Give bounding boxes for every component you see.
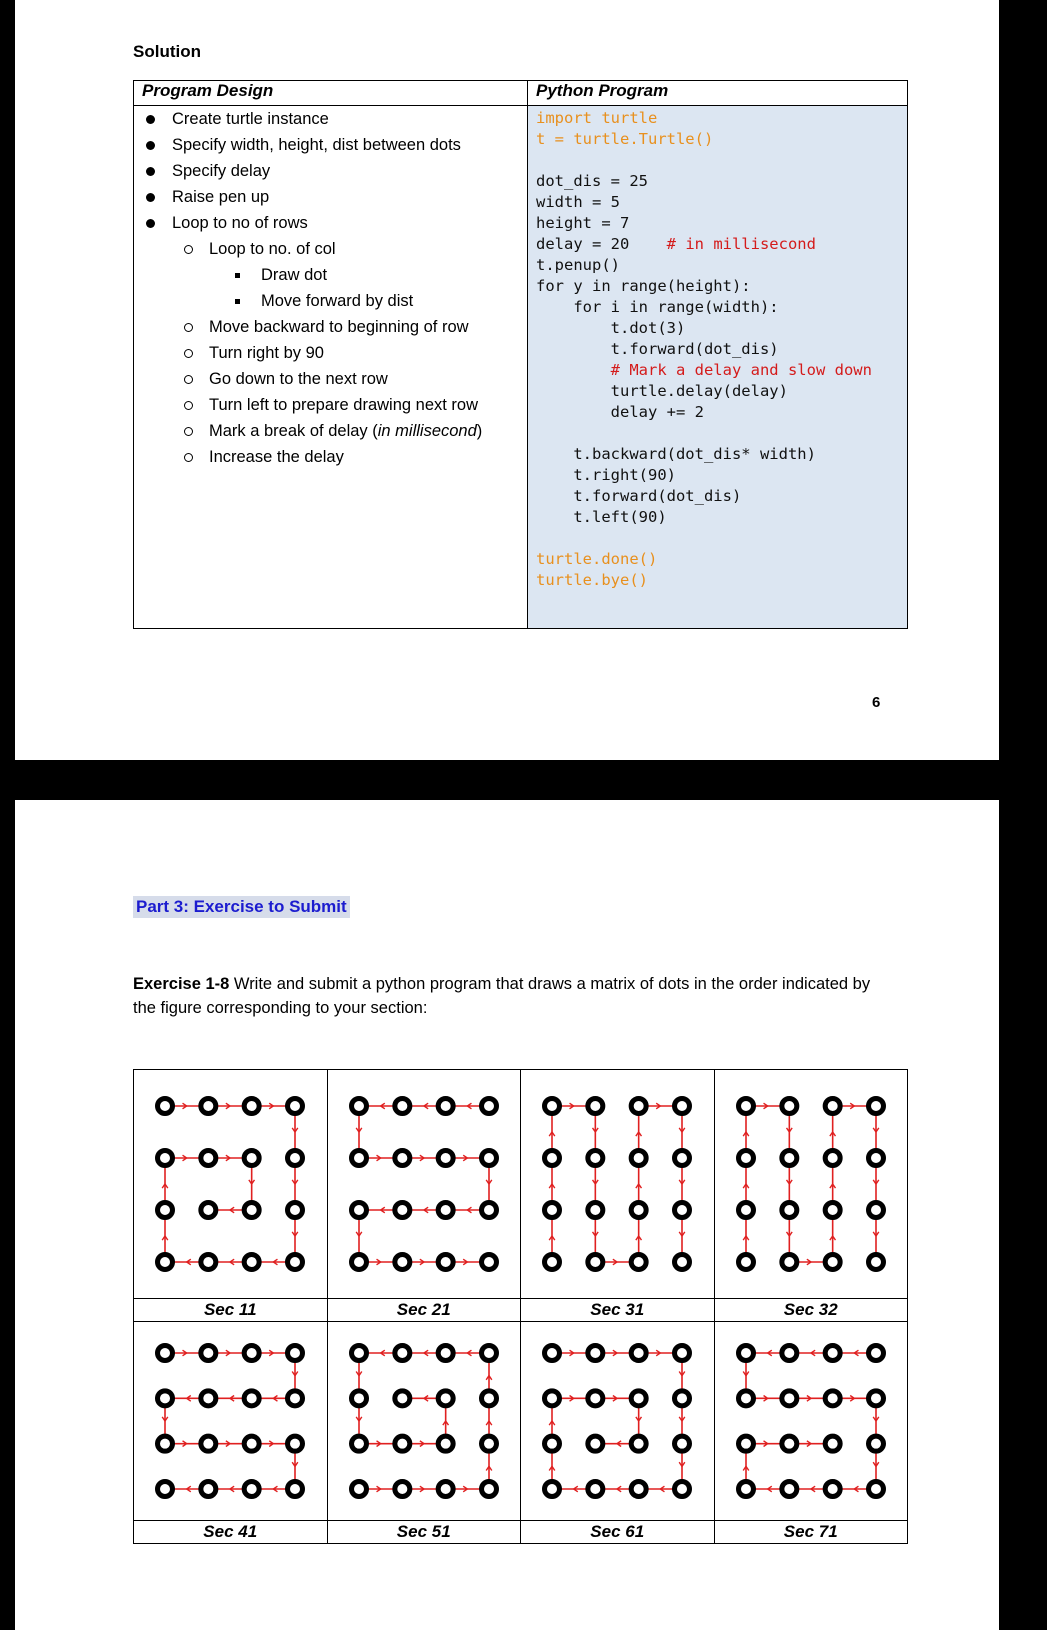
code-text: t.dot(3) (536, 319, 686, 337)
code-line (536, 297, 907, 318)
design-step (134, 236, 527, 262)
dot (158, 1203, 173, 1218)
code-line (536, 486, 907, 507)
dot (201, 1255, 216, 1270)
dot (782, 1346, 797, 1361)
figure-sec-61 (521, 1322, 715, 1521)
dot (825, 1151, 840, 1166)
code-line (536, 549, 907, 570)
code-line (536, 339, 907, 360)
figure-sec-31 (521, 1070, 715, 1299)
design-cell (134, 106, 528, 629)
design-step (134, 132, 527, 158)
dot (158, 1099, 173, 1114)
dot (438, 1255, 453, 1270)
dot (675, 1346, 690, 1361)
code-text: for i in range(width): (536, 298, 779, 316)
dot (631, 1255, 646, 1270)
code-line (536, 108, 907, 129)
dot (588, 1436, 603, 1451)
design-step (134, 392, 527, 418)
dot (438, 1203, 453, 1218)
dot (545, 1482, 560, 1497)
code-line (536, 276, 907, 297)
dot (438, 1391, 453, 1406)
design-step-text: Move backward to beginning of row (209, 318, 469, 336)
dot (158, 1151, 173, 1166)
dot (351, 1203, 366, 1218)
dot (244, 1203, 259, 1218)
code-line (536, 213, 907, 234)
design-step-text: Specify width, height, dist between dots (172, 136, 461, 154)
dot (782, 1436, 797, 1451)
dot (738, 1391, 753, 1406)
dot (545, 1203, 560, 1218)
dot (395, 1436, 410, 1451)
code-line (536, 234, 907, 255)
figure-sec-51 (327, 1322, 521, 1521)
dot (738, 1151, 753, 1166)
dot (588, 1255, 603, 1270)
dot (675, 1391, 690, 1406)
dot (631, 1151, 646, 1166)
dot (351, 1436, 366, 1451)
dot (782, 1255, 797, 1270)
dot (481, 1391, 496, 1406)
bullet-icon (184, 375, 193, 384)
bullet-icon (184, 349, 193, 358)
dot (395, 1482, 410, 1497)
code-text: t.forward(dot_dis) (536, 487, 742, 505)
code-cell (528, 106, 908, 629)
page-1 (15, 0, 999, 760)
dot (158, 1391, 173, 1406)
dot (395, 1391, 410, 1406)
dot (395, 1151, 410, 1166)
bullet-icon (235, 299, 240, 304)
dot (631, 1436, 646, 1451)
dot (825, 1391, 840, 1406)
dot (738, 1203, 753, 1218)
dot (481, 1203, 496, 1218)
dot (244, 1482, 259, 1497)
dot (288, 1151, 303, 1166)
dot (588, 1482, 603, 1497)
code-text: turtle.bye() (536, 571, 648, 589)
dot (288, 1482, 303, 1497)
exercise-label: Exercise 1-8 (133, 975, 230, 993)
dot (244, 1346, 259, 1361)
python-code-block (528, 106, 907, 591)
code-text: for y in range(height): (536, 277, 751, 295)
dot (244, 1391, 259, 1406)
design-step (134, 340, 527, 366)
dot (782, 1203, 797, 1218)
code-line (536, 255, 907, 276)
bullet-icon (146, 141, 155, 150)
label-sec-41: Sec 41 (134, 1521, 328, 1544)
figure-sec-32 (714, 1070, 908, 1299)
bullet-icon (184, 453, 193, 462)
solution-title: Solution (133, 42, 201, 61)
design-step (134, 158, 527, 184)
dot (288, 1255, 303, 1270)
design-step-text: Turn left to prepare drawing next row (209, 396, 479, 414)
code-line (536, 129, 907, 150)
dot (288, 1391, 303, 1406)
bullet-icon (146, 193, 155, 202)
dot (158, 1436, 173, 1451)
design-step-text: Specify delay (172, 162, 271, 180)
dot (825, 1482, 840, 1497)
dot (588, 1203, 603, 1218)
dot (438, 1436, 453, 1451)
code-text: t.left(90) (536, 508, 667, 526)
dot (868, 1436, 883, 1451)
code-text: turtle.done() (536, 550, 658, 568)
figure-sec-41 (134, 1322, 328, 1521)
dot (738, 1436, 753, 1451)
dot (201, 1346, 216, 1361)
page-2 (15, 800, 999, 1630)
dot (825, 1255, 840, 1270)
dot (825, 1346, 840, 1361)
dot (738, 1099, 753, 1114)
dot (244, 1255, 259, 1270)
code-text: t.forward(dot_dis) (536, 340, 779, 358)
dot (351, 1151, 366, 1166)
dot (395, 1099, 410, 1114)
dot (351, 1099, 366, 1114)
label-sec-31: Sec 31 (521, 1299, 715, 1322)
design-step (134, 314, 527, 340)
dot (545, 1255, 560, 1270)
dot-grid-figure (339, 1331, 509, 1511)
bullet-icon (184, 401, 193, 410)
code-line (536, 402, 907, 423)
bullet-icon (235, 273, 240, 278)
dot (244, 1436, 259, 1451)
dot (201, 1482, 216, 1497)
code-text: t.penup() (536, 256, 620, 274)
dot (395, 1203, 410, 1218)
label-sec-11: Sec 11 (134, 1299, 328, 1322)
dot (288, 1346, 303, 1361)
label-sec-32: Sec 32 (714, 1299, 908, 1322)
code-text: import turtle (536, 109, 658, 127)
dot (738, 1346, 753, 1361)
dot (201, 1436, 216, 1451)
dot (288, 1436, 303, 1451)
dot-grid-figure (726, 1084, 896, 1284)
dot-grid-figure (726, 1331, 896, 1511)
dot (631, 1482, 646, 1497)
figure-sec-71 (714, 1322, 908, 1521)
dot (675, 1151, 690, 1166)
dot (201, 1099, 216, 1114)
dot (588, 1151, 603, 1166)
dot (244, 1151, 259, 1166)
part-heading: Part 3: Exercise to Submit (133, 896, 350, 918)
dot (782, 1482, 797, 1497)
dot (868, 1151, 883, 1166)
dot (438, 1099, 453, 1114)
code-line (536, 192, 907, 213)
dot (158, 1346, 173, 1361)
code-line (536, 150, 907, 171)
dot (868, 1099, 883, 1114)
bullet-icon (184, 245, 193, 254)
design-step (134, 210, 527, 236)
dot (631, 1099, 646, 1114)
exercise-body: Write and submit a python program that draws a matrix of dots in the order indicated by the figure corresponding to your section: (133, 975, 871, 1017)
dot (631, 1346, 646, 1361)
dot (588, 1346, 603, 1361)
dot (868, 1482, 883, 1497)
dot (481, 1099, 496, 1114)
dot (201, 1151, 216, 1166)
code-line (536, 465, 907, 486)
dot (868, 1391, 883, 1406)
figure-sec-21 (327, 1070, 521, 1299)
label-sec-21: Sec 21 (327, 1299, 521, 1322)
dot (288, 1099, 303, 1114)
dot (675, 1203, 690, 1218)
dot (782, 1151, 797, 1166)
step-text-part: Mark a break of delay ( (209, 422, 378, 440)
dot (158, 1482, 173, 1497)
dot (481, 1482, 496, 1497)
design-step-text: Turn right by 90 (209, 344, 324, 362)
code-line (536, 171, 907, 192)
design-steps-list (134, 106, 527, 470)
dot (675, 1482, 690, 1497)
page-number: 6 (872, 694, 881, 711)
dot (395, 1255, 410, 1270)
design-step-text: Loop to no. of col (209, 240, 336, 258)
code-text: delay += 2 (536, 403, 704, 421)
dot (588, 1099, 603, 1114)
dot (351, 1391, 366, 1406)
dot (868, 1255, 883, 1270)
label-sec-71: Sec 71 (714, 1521, 908, 1544)
dot (545, 1391, 560, 1406)
dot (201, 1391, 216, 1406)
design-step-text: Create turtle instance (172, 110, 329, 128)
design-step (134, 366, 527, 392)
dot (588, 1391, 603, 1406)
dot (351, 1482, 366, 1497)
dot (545, 1346, 560, 1361)
program-design-header: Program Design (134, 81, 528, 106)
bullet-icon (146, 115, 155, 124)
code-line (536, 318, 907, 339)
design-step (134, 262, 527, 288)
dot (438, 1346, 453, 1361)
dot (782, 1099, 797, 1114)
design-step-text: Increase the delay (209, 448, 344, 466)
dot (631, 1203, 646, 1218)
section-figures-table (133, 1069, 908, 1544)
bullet-icon (146, 167, 155, 176)
step-text-part: ) (476, 422, 483, 440)
exercise-text (133, 972, 893, 1020)
dot (158, 1255, 173, 1270)
design-step (134, 184, 527, 210)
design-step-text (209, 418, 482, 444)
solution-table (133, 80, 908, 629)
design-step-text: Go down to the next row (209, 370, 388, 388)
dot (244, 1099, 259, 1114)
design-step-text: Move forward by dist (261, 292, 414, 310)
code-text: # Mark a delay and slow down (536, 361, 872, 379)
code-text: turtle.delay(delay) (536, 382, 788, 400)
dot-grid-figure (145, 1331, 315, 1511)
dot (351, 1346, 366, 1361)
dot (481, 1346, 496, 1361)
code-text: width = 5 (536, 193, 620, 211)
figure-sec-11 (134, 1070, 328, 1299)
design-step-text: Loop to no of rows (172, 214, 308, 232)
dot (438, 1482, 453, 1497)
dot (481, 1436, 496, 1451)
code-comment: # in millisecond (666, 235, 816, 253)
dot (825, 1099, 840, 1114)
code-text: t = turtle.Turtle() (536, 130, 714, 148)
dot (395, 1346, 410, 1361)
dot (675, 1099, 690, 1114)
dot (351, 1255, 366, 1270)
dot (288, 1203, 303, 1218)
dot (201, 1203, 216, 1218)
dot (782, 1391, 797, 1406)
code-line (536, 423, 907, 444)
code-text: delay = 20 (536, 235, 667, 253)
dot (631, 1391, 646, 1406)
design-step-text: Raise pen up (172, 188, 270, 206)
dot (481, 1255, 496, 1270)
code-line (536, 570, 907, 591)
dot-grid-figure (145, 1084, 315, 1284)
dot (675, 1255, 690, 1270)
design-step-text: Draw dot (261, 266, 328, 284)
dot (825, 1203, 840, 1218)
code-text: t.right(90) (536, 466, 676, 484)
dot (868, 1203, 883, 1218)
design-step (134, 288, 527, 314)
code-line (536, 444, 907, 465)
design-step (134, 106, 527, 132)
dot (438, 1151, 453, 1166)
dot-grid-figure (532, 1331, 702, 1511)
dot (825, 1436, 840, 1451)
label-sec-51: Sec 51 (327, 1521, 521, 1544)
dot-grid-figure (339, 1084, 509, 1284)
dot (481, 1151, 496, 1166)
dot (868, 1346, 883, 1361)
code-line (536, 381, 907, 402)
bullet-icon (184, 427, 193, 436)
design-step (134, 444, 527, 470)
python-program-header: Python Program (528, 81, 908, 106)
bullet-icon (146, 219, 155, 228)
code-line (536, 360, 907, 381)
dot (545, 1151, 560, 1166)
code-text: height = 7 (536, 214, 630, 232)
code-text: dot_dis = 25 (536, 172, 648, 190)
code-line (536, 528, 907, 549)
dot-grid-figure (532, 1084, 702, 1284)
dot (545, 1436, 560, 1451)
code-line (536, 507, 907, 528)
dot (738, 1255, 753, 1270)
step-text-italic: in millisecond (377, 422, 477, 440)
design-step (134, 418, 527, 444)
dot (675, 1436, 690, 1451)
dot (738, 1482, 753, 1497)
code-text: t.backward(dot_dis* width) (536, 445, 816, 463)
dot (545, 1099, 560, 1114)
bullet-icon (184, 323, 193, 332)
label-sec-61: Sec 61 (521, 1521, 715, 1544)
